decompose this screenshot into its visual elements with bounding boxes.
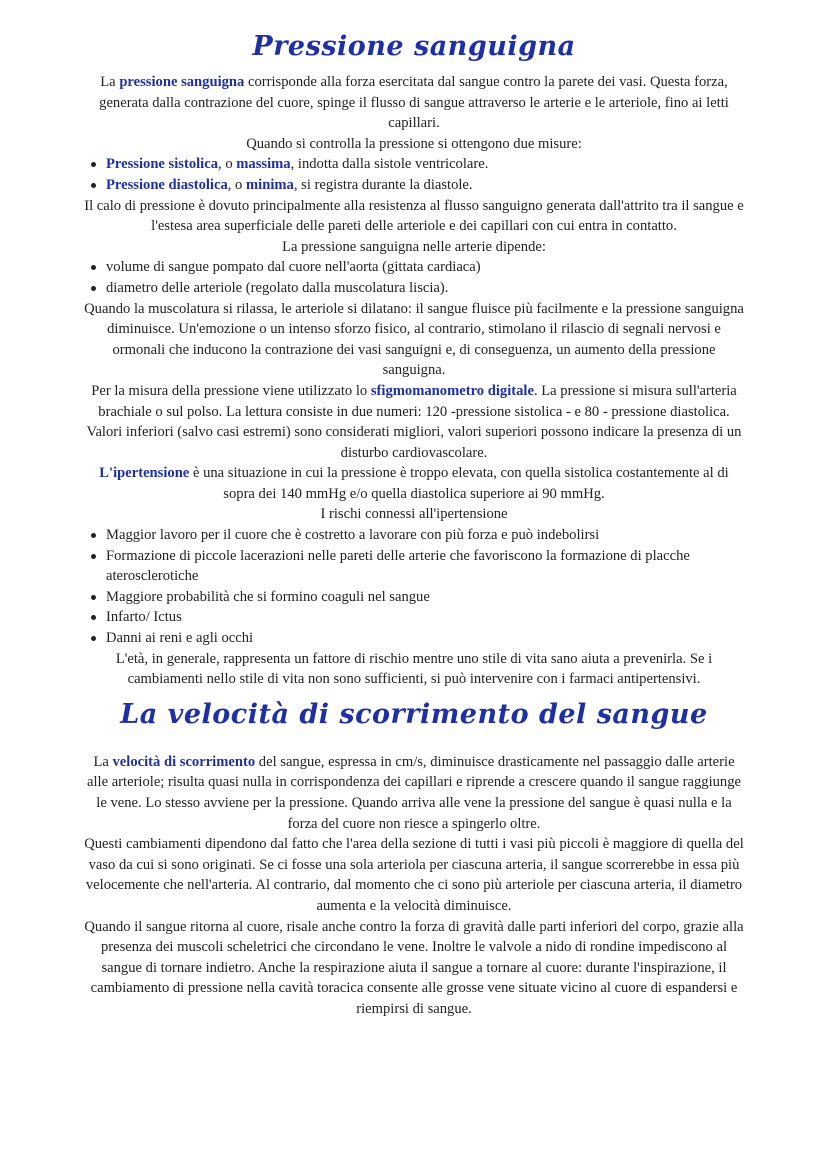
list-item-systolic: [106, 154, 744, 175]
list-item-risk: Maggior lavoro per il cuore che è costretto a lavorare con più forza e può indebolirsi: [106, 525, 744, 546]
list-item-risk: Infarto/ Ictus: [106, 607, 744, 628]
paragraph-velocita: [84, 752, 744, 834]
list-measures: [84, 154, 744, 195]
paragraph-muscolatura: Quando la muscolatura si rilassa, le arteriole si dilatano: il sangue fluisce più facilmente e la pressione sanguigna diminuisce. Un'emozione o un intenso sforzo fisico, al contrario, stimolano il rilascio di segnali nervosi e ormonali che inducono la contrazione dei vasi sanguigni e, di conseguenza, un aumento della pressione sanguigna.: [84, 300, 744, 379]
list-item-depends: diametro delle arteriole (regolato dalla muscolatura liscia).: [106, 278, 744, 299]
paragraph-rischi-intro: I rischi connessi all'ipertensione: [320, 506, 508, 523]
text-fragment: La: [100, 74, 120, 90]
term-velocita-scorrimento: velocità di scorrimento: [112, 753, 256, 770]
text-fragment: del sangue, espressa in cm/s, diminuisce drasticamente nel passaggio dalle arterie alle arteriole; risulta quasi nulla in corrispondenza dei capillari e riprende a crescere quando il sangue raggiunge le vene. Lo stesso avviene per la pressione. Quando arriva alle vene la pressione del sangue è quasi nulla e la forza del cuore non riesce a spingerlo oltre.: [86, 753, 741, 832]
text-fragment: Per la misura della pressione viene utilizzato lo: [91, 382, 371, 399]
paragraph-ritorno: Quando il sangue ritorna al cuore, risale anche contro la forza di gravità dalle parti inferiori del corpo, grazie alla presenza dei muscoli scheletrici che circondano le vene. Inoltre le valvole a nido di rondine impediscono al sangue di tornare indietro. Anche la respirazione aiuta il sangue a tornare al cuore: durante l'inspirazione, il cambiamento di pressione nella cavità toracica consente alle grosse vene situate vicino al cuore di espandersi e riempirsi di sangue.: [84, 918, 744, 1017]
list-item-risk: Danni ai reni e agli occhi: [106, 628, 744, 649]
text-fragment: , indotta dalla sistole ventricolare.: [290, 156, 489, 173]
list-item-risk: Maggiore probabilità che si formino coaguli nel sangue: [106, 587, 744, 608]
list-item-diastolic: [106, 175, 744, 196]
paragraph-ipertensione: [84, 463, 744, 504]
text-fragment: è una situazione in cui la pressione è troppo elevata, con quella sistolica costantemente al di sopra dei 140 mmHg e/o quella diastolica superiore ai 90 mmHg.: [189, 465, 729, 502]
list-item-risk: Formazione di piccole lacerazioni nelle pareti delle arterie che favoriscono la formazione di placche aterosclerotiche: [106, 546, 744, 587]
term-massima: massima: [236, 156, 291, 173]
paragraph-calo-pressione: Il calo di pressione è dovuto principalmente alla resistenza al flusso sanguigno generata dall'attrito tra il sangue e l'estesa area superficiale delle pareti delle arteriole e dei capillari con cui entra in contatto.: [84, 197, 744, 235]
paragraph-eta: L'età, in generale, rappresenta un fattore di rischio mentre uno stile di vita sano aiuta a prevenirla. Se i cambiamenti nello stile di vita non sono sufficienti, si può intervenire con i farmaci antipertensivi.: [115, 650, 713, 688]
text-fragment: , o: [218, 156, 237, 173]
term-pressione-sistolica: Pressione sistolica: [106, 156, 219, 173]
text-fragment: La: [93, 753, 113, 770]
section-title-pressione: Pressione sanguigna: [252, 31, 576, 62]
term-pressione-sanguigna: pressione sanguigna: [119, 74, 245, 90]
paragraph-cambiamenti: Questi cambiamenti dipendono dal fatto che l'area della sezione di tutti i vasi più piccoli è maggiore di quella del vaso da cui si sono originati. Se ci fosse una sola arteriola per ciascuna arteria, il sangue scorrerebbe in essa più velocemente che nell'arteria. Al contrario, dal momento che ci sono più arteriole per ciascuna arteria, il diametro aumenta e la velocità diminuisce.: [84, 836, 744, 914]
term-minima: minima: [246, 176, 294, 193]
text-fragment: , si registra durante la diastole.: [293, 176, 473, 193]
term-ipertensione: L'ipertensione: [99, 465, 190, 482]
list-depends: [84, 257, 744, 298]
paragraph-misura: [84, 381, 744, 463]
text-fragment: , o: [227, 176, 246, 193]
paragraph-misure-intro: Quando si controlla la pressione si ottengono due misure:: [246, 135, 582, 152]
term-sfigmomanometro: sfigmomanometro digitale: [370, 382, 534, 399]
paragraph-dipende-intro: La pressione sanguigna nelle arterie dipende:: [282, 238, 546, 255]
text-fragment: corrisponde alla forza esercitata dal sangue contro la parete dei vasi. Questa forza, generata dalla contrazione del cuore, spinge il flusso di sangue attraverso le arterie e le arteriole, fino ai letti capillari.: [99, 74, 729, 132]
section-title-velocita: La velocità di scorrimento del sangue: [120, 698, 708, 730]
text-fragment: . La pressione si misura sull'arteria brachiale o sul polso. La lettura consiste in due numeri: 120 -pressione sistolica - e 80 - pressione diastolica. Valori inferiori (salvo casi estremi) sono considerati migliori, valori superiori possono indicare la presenza di un disturbo cardiovascolare.: [86, 382, 742, 461]
term-pressione-diastolica: Pressione diastolica: [106, 176, 228, 193]
list-item-depends: volume di sangue pompato dal cuore nell'aorta (gittata cardiaca): [106, 257, 744, 278]
paragraph-definition: [84, 72, 744, 134]
list-risks: [84, 525, 744, 649]
